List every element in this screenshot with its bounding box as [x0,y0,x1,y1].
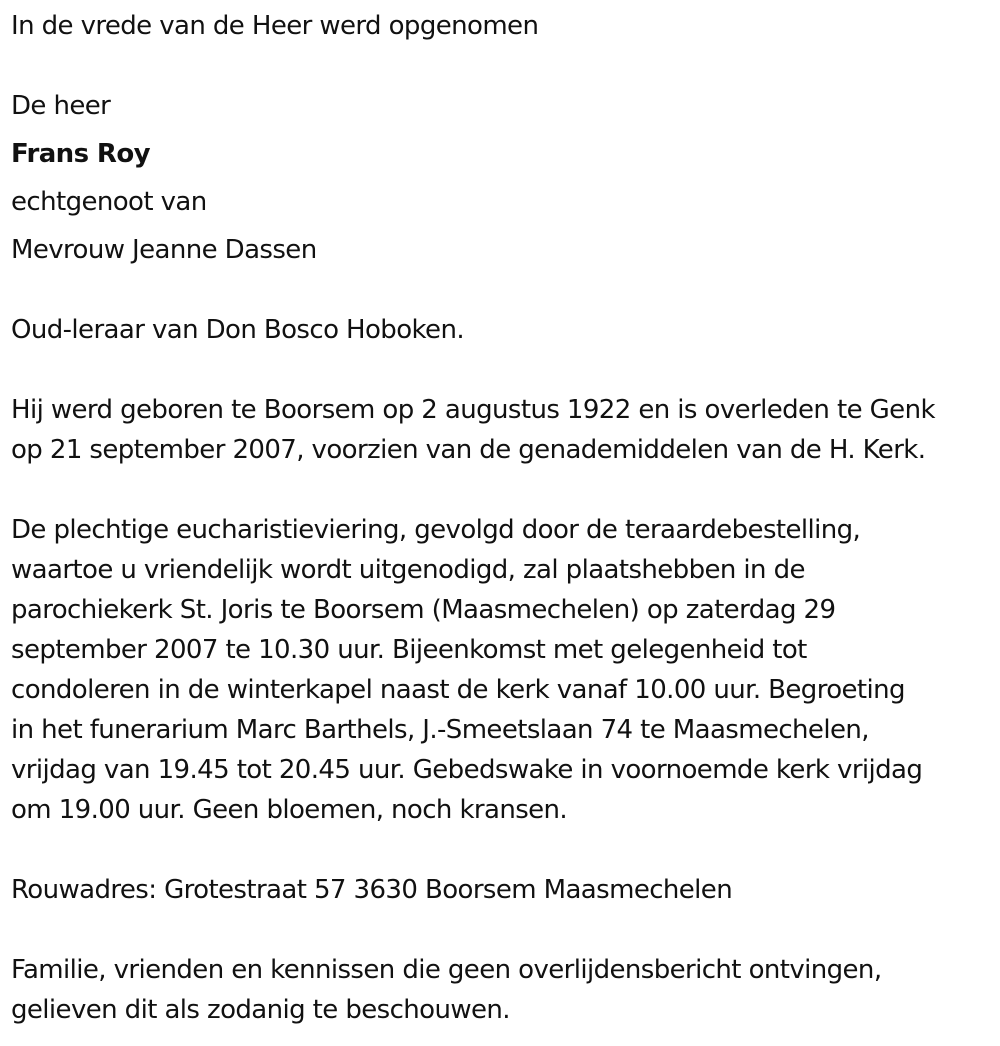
occupation-text: Oud-leraar van Don Bosco Hoboken. [11,315,464,345]
biography-paragraph [11,390,935,470]
ceremony-line: De plechtige eucharistieviering, gevolgd door de teraardebestelling, [11,515,861,545]
intro-text: In de vrede van de Heer werd opgenomen [11,11,539,41]
ceremony-paragraph [11,510,922,830]
deceased-name: Frans Roy [11,139,150,169]
biography-line: Hij werd geboren te Boorsem op 2 augustus 1922 en is overleden te Genk [11,395,935,425]
mourning-address: Rouwadres: Grotestraat 57 3630 Boorsem Maasmechelen [11,875,733,905]
ceremony-line: parochiekerk St. Joris te Boorsem (Maasmechelen) op zaterdag 29 [11,595,836,625]
ceremony-line: vrijdag van 19.45 tot 20.45 uur. Gebedswake in voornoemde kerk vrijdag [11,755,923,785]
ceremony-line: september 2007 te 10.30 uur. Bijeenkomst met gelegenheid tot [11,635,807,665]
ceremony-line: om 19.00 uur. Geen bloemen, noch kransen. [11,795,568,825]
ceremony-line: waartoe u vriendelijk wordt uitgenodigd, zal plaatshebben in de [11,555,805,585]
family-line: gelieven dit als zodanig te beschouwen. [11,995,510,1025]
family-line: Familie, vrienden en kennissen die geen overlijdensbericht ontvingen, [11,955,882,985]
salutation: De heer [11,91,111,121]
ceremony-line: condoleren in de winterkapel naast de kerk vanaf 10.00 uur. Begroeting [11,675,905,705]
spouse-name: Mevrouw Jeanne Dassen [11,235,317,265]
ceremony-line: in het funerarium Marc Barthels, J.-Smeetslaan 74 te Maasmechelen, [11,715,869,745]
biography-line: op 21 september 2007, voorzien van de genademiddelen van de H. Kerk. [11,435,926,465]
spouse-intro-text: echtgenoot van [11,187,207,217]
family-paragraph [11,950,881,1030]
